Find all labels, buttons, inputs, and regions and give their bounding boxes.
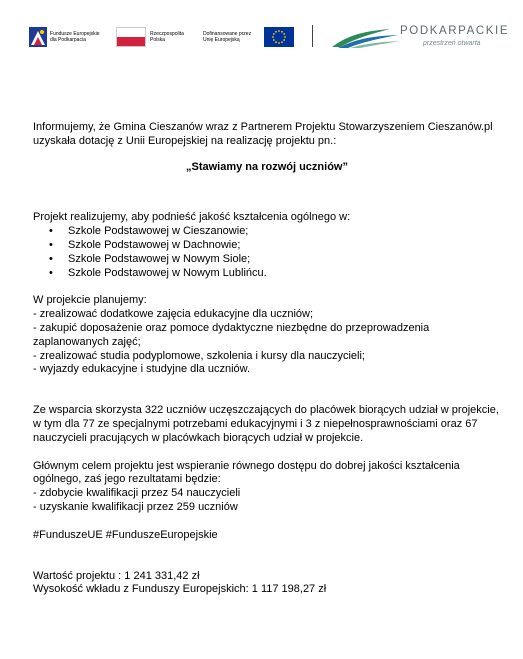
logo-separator [312,25,313,47]
plan-item: - zakupić doposażenie oraz pomoce dydaktyczne niezbędne do przeprowadzenia zaplanowanych zajęć; [33,321,430,348]
eu-flag-icon [264,27,294,47]
list-item: • Szkole Podstawowej w Nowym Siole; [33,253,501,267]
plans-intro: W projekcie planujemy: [33,294,147,307]
list-item: • Szkole Podstawowej w Dachnowie; [33,239,501,253]
rzeczpospolita-logo [116,27,194,47]
support-paragraph: Ze wsparcia skorzysta 322 uczniów uczęszczających do placówek biorących udział w projekcie, w tym dla 77 ze specjalnymi potrzebami edukacyjnymi i 3 z niepełnosprawnościami oraz 67 nauczycieli pracujących w placówkach biorących udział w projekcie. [33,404,499,444]
list-item: • Szkole Podstawowej w Cieszanowie; [33,225,501,239]
project-title: „Stawiamy na rozwój uczniów” [186,160,348,173]
rp-logo-line2: Polska [150,37,166,43]
schools-list [33,225,501,280]
eu-logo-line1: Dofinansowane przez [203,31,252,37]
list-item: • Szkole Podstawowej w Nowym Lublińcu. [33,267,501,281]
region-tagline: przestrzeń otwarta [423,40,481,47]
fundusze-europejskie-logo [29,27,106,47]
result-item: - uzyskanie kwalifikacji przez 259 uczniów [33,500,238,513]
podkarpackie-mountains-icon [330,25,402,54]
fundusze-europejskie-icon [29,27,47,47]
plans-section [33,294,501,377]
eu-contribution: Wysokość wkładu z Funduszy Europejskich: 1 117 198,27 zł [33,583,327,596]
goal-section [33,460,501,515]
schools-intro: Projekt realizujemy, aby podnieść jakość kształcenia ogólnego w: [33,211,351,224]
podkarpackie-logo [330,23,510,53]
region-name: PODKARPACKIE [400,25,510,37]
fe-logo-line2: dla Podkarpacia [50,37,86,43]
fe-logo-line1: Fundusze Europejskie [50,31,100,37]
plan-item: - zrealizować studia podyplomowe, szkolenia i kursy dla nauczycieli; [33,349,365,362]
announcement-body [33,121,501,597]
eu-logo-line2: Unię Europejską [203,37,240,43]
plan-item: - wyjazdy edukacyjne i studyjne dla uczniów. [33,363,251,376]
rp-logo-line1: Rzeczpospolita [150,31,184,37]
funding-section [33,570,501,598]
eu-logo [203,27,294,47]
polish-flag-icon [116,27,146,47]
result-item: - zdobycie kwalifikacji przez 54 nauczycieli [33,487,241,500]
goal-paragraph: Głównym celem projektu jest wspieranie równego dostępu do dobrej jakości kształcenia ogólnego, zaś jego rezultatami będzie: [33,459,460,486]
project-value: Wartość projektu : 1 241 331,42 zł [33,569,200,582]
intro-paragraph: Informujemy, że Gmina Cieszanów wraz z Partnerem Projektu Stowarzyszeniem Cieszanów.pl uzyskała dotację z Unii Europejskiej na realizację projektu pn.: [33,121,493,147]
hashtags: #FunduszeUE #FunduszeEuropejskie [33,528,218,541]
plan-item: - zrealizować dodatkowe zajęcia edukacyjne dla uczniów; [33,308,314,321]
logo-strip [0,0,523,70]
